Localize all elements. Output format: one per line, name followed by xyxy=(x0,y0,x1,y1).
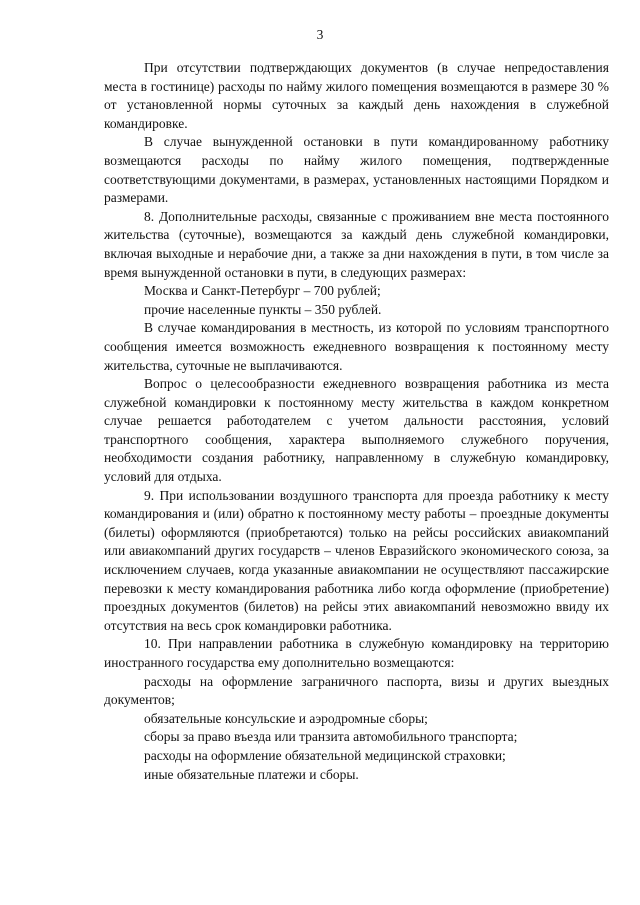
paragraph-passport-visa: расходы на оформление заграничного паспорта, визы и других выездных документов; xyxy=(104,673,609,708)
page-number: 3 xyxy=(316,27,324,42)
paragraph-rate-moscow-spb: Москва и Санкт-Петербург – 700 рублей; xyxy=(144,283,381,299)
paragraph-item-9-air-transport: 9. При использовании воздушного транспорта для проезда работнику к месту командирования и (или) обратно к постоянному месту работы – проездные документы (билеты) оформляются (приобретаются) только на рейсы российских авиакомпаний или авиакомпаний других государств – членов Евразийского экономического союза, за исключением случаев, когда указанные авиакомпании не осуществляют пассажирские перевозки к месту командирования работника либо когда оформление (приобретение) проездных документов (билетов) на рейсы этих авиакомпаний невозможно ввиду их отсутствия на весь срок командировки работника. xyxy=(104,487,609,633)
document-body xyxy=(104,59,609,784)
paragraph-other-fees: иные обязательные платежи и сборы. xyxy=(144,766,359,782)
paragraph-no-documents: При отсутствии подтверждающих документов (в случае непредоставления места в гостинице) расходы по найму жилого помещения возмещаются в размере 30 % от установленной нормы суточных за каждый день нахождения в служебной командировке. xyxy=(104,60,609,131)
paragraph-return-expediency: Вопрос о целесообразности ежедневного возвращения работника из места служебной командировки к постоянному месту жительства в каждом конкретном случае решается работодателем с учетом дальности расстояния, условий транспортного сообщения, характера выполняемого служебного поручения, необходимости создания работнику, направленному в служебную командировку, условий для отдыха. xyxy=(104,376,609,485)
paragraph-consular-fees: обязательные консульские и аэродромные сборы; xyxy=(144,710,428,726)
paragraph-forced-stop: В случае вынужденной остановки в пути командированному работнику возмещаются расходы по найму жилого помещения, подтвержденные соответствующими документами, в размерах, установленных настоящими Порядком и размерами. xyxy=(104,134,609,206)
paragraph-daily-return: В случае командирования в местность, из которой по условиям транспортного сообщения имеется возможность ежедневного возвращения к постоянному месту жительства, суточные не выплачиваются. xyxy=(104,320,609,373)
paragraph-medical-insurance: расходы на оформление обязательной медицинской страховки; xyxy=(144,747,506,763)
paragraph-vehicle-entry-fees: сборы за право въезда или транзита автомобильного транспорта; xyxy=(144,729,518,745)
paragraph-item-10-foreign-trip: 10. При направлении работника в служебную командировку на территорию иностранного государства ему дополнительно возмещаются: xyxy=(104,636,609,670)
paragraph-rate-other: прочие населенные пункты – 350 рублей. xyxy=(144,301,382,317)
paragraph-item-8-per-diem: 8. Дополнительные расходы, связанные с проживанием вне места постоянного жительства (суточные), возмещаются за каждый день служебной командировки, включая выходные и нерабочие дни, а также за дни нахождения в пути, в том числе за время вынужденной остановки в пути, в следующих размерах: xyxy=(104,208,609,280)
